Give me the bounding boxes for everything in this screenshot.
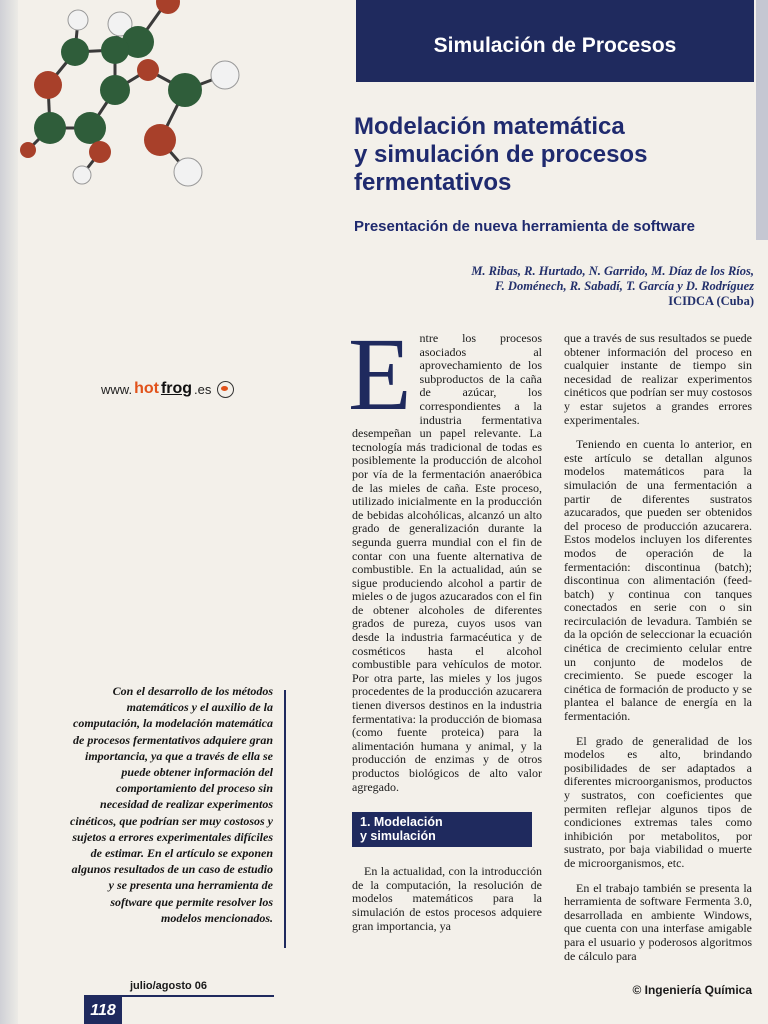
hotfrog-hot: hot (134, 380, 159, 397)
intro-text: ntre los procesos asociados al aprovechamiento de los subproductos de la caña de azúcar, los correspondientes a la industria fermentativa desempeñan un papel relevante. La tecnología más tradicional de todas es posiblemente la producción de alcohol por vía de la fermentación anaeróbica de las mieles de caña. Este proceso, utilizado inicialmente en la producción de bebidas alcohólicas, alcanzó un alto grado de generalización durante la segunda guerra mundial con el fin de contar con una fuente alternativa de combustible. En la actualidad, aún se sigue produciendo alcohol a partir de mieles o de jugos azucarados con el fin de obtener alcoholes de diferentes grados de pureza, cuyos usos van desde la industria farmacéutica y de cosméticos hasta el alcohol combustible para vehículos de motor. Por otra parte, las mieles y los jugos procedentes de la producción azucarera tienen diversos destinos en la industria fermentativa: la producción de biomasa (como fuente proteica) para la alimentación humana y animal, y la producción de enzimas y de otros productos biológicos de alto valor agregado. (352, 331, 542, 794)
section-heading-line-1: 1. Modelación (360, 815, 443, 830)
title-line-1: Modelación matemática (354, 113, 625, 140)
article-title (354, 113, 754, 197)
page-gutter-shadow (0, 0, 18, 1024)
drop-cap: E (348, 317, 412, 432)
magazine-name: © Ingeniería Química (632, 983, 752, 997)
pull-quote: Con el desarrollo de los métodos matemáticos y el auxilio de la computación, la modelación matemática de procesos fermentativos adquiere gran importancia, ya que a través de ella se puede obtener información del comportamiento del proceso sin necesidad de realizar experimentos cinéticos, que podrían ser muy costosos y sujetos a errores experimentales difíciles de estimar. En el artículo se exponen algunos resultados de un caso de estudio y se presenta una herramienta de software que permite resolver los modelos mencionados. (70, 684, 273, 925)
section-paragraph: En la actualidad, con la introducción de la computación, la resolución de modelos matemáticos para la simulación de estos procesos adquiere gran importancia, ya (352, 864, 542, 933)
body-column-1 (348, 317, 542, 944)
molecule-illustration (20, 0, 250, 200)
hotfrog-frog: frog (160, 380, 193, 397)
intro-paragraph (348, 317, 542, 794)
section-heading-line-2: y simulación (360, 829, 436, 844)
article-subtitle: Presentación de nueva herramienta de software (354, 218, 695, 235)
section-heading (352, 812, 532, 847)
section-banner: Simulación de Procesos (356, 0, 754, 82)
affiliation: ICIDCA (Cuba) (668, 294, 754, 308)
col2-paragraph-2: Teniendo en cuenta lo anterior, en este artículo se detallan algunos modelos matemáticos para la simulación de una fermentación a partir de diferentes sustratos azucarados, que pueden ser obtenidos del proceso de producción azucarera. Estos modelos incluyen los diferentes modos de operación de la fermentación: discontinua (batch); discontinua con alimentación (feed-batch) y continua con tanques conectados en serie con o sin recirculación de levadura. También se da la opción de seleccionar la ecuación cinética de crecimiento celular entre un conjunto de modelos de crecimiento. Se puede escoger la cinética de formación de producto y se plantea el balance de energía en la fermentación. (564, 437, 752, 724)
title-line-2: y simulación de procesos (354, 141, 648, 168)
page-number: 118 (84, 997, 122, 1024)
page-edge-strip (756, 0, 768, 240)
authors-block (334, 264, 754, 309)
frog-icon (217, 381, 234, 398)
body-column-2 (564, 332, 752, 974)
pull-quote-rule (284, 690, 286, 948)
hotfrog-link[interactable] (101, 380, 234, 398)
col2-paragraph-4: En el trabajo también se presenta la herramienta de software Fermenta 3.0, desarrollada en ambiente Windows, que cuenta con una interfase amigable para el usuario y poderosos algoritmos de cálculo para (564, 880, 752, 963)
col2-paragraph-1: que a través de sus resultados se puede obtener información del proceso en cualquier instante de tiempo sin necesidad de realizar experimentos cinéticos que podrían ser muy costosos y estar sujetos a grandes errores experimentales. (564, 331, 752, 427)
hotfrog-prefix: www. (101, 381, 133, 397)
col2-paragraph-3: El grado de generalidad de los modelos es alto, brindando posibilidades de ser adaptados a diferentes microorganismos, productos y sustratos, con coeficientes que permiten reflejar algunos tipos de condiciones extremas tales como inhibición por metabolitos, por sustrato, por baja viabilidad o muerte de microorganismos, etc. (564, 733, 752, 870)
title-line-3: fermentativos (354, 169, 512, 196)
hotfrog-suffix: .es (194, 381, 212, 397)
authors-line-1: M. Ribas, R. Hurtado, N. Garrido, M. Díaz de los Ríos, (471, 264, 754, 278)
footer-date: julio/agosto 06 (130, 980, 208, 992)
authors-line-2: F. Doménech, R. Sabadí, T. García y D. Rodríguez (494, 279, 754, 293)
